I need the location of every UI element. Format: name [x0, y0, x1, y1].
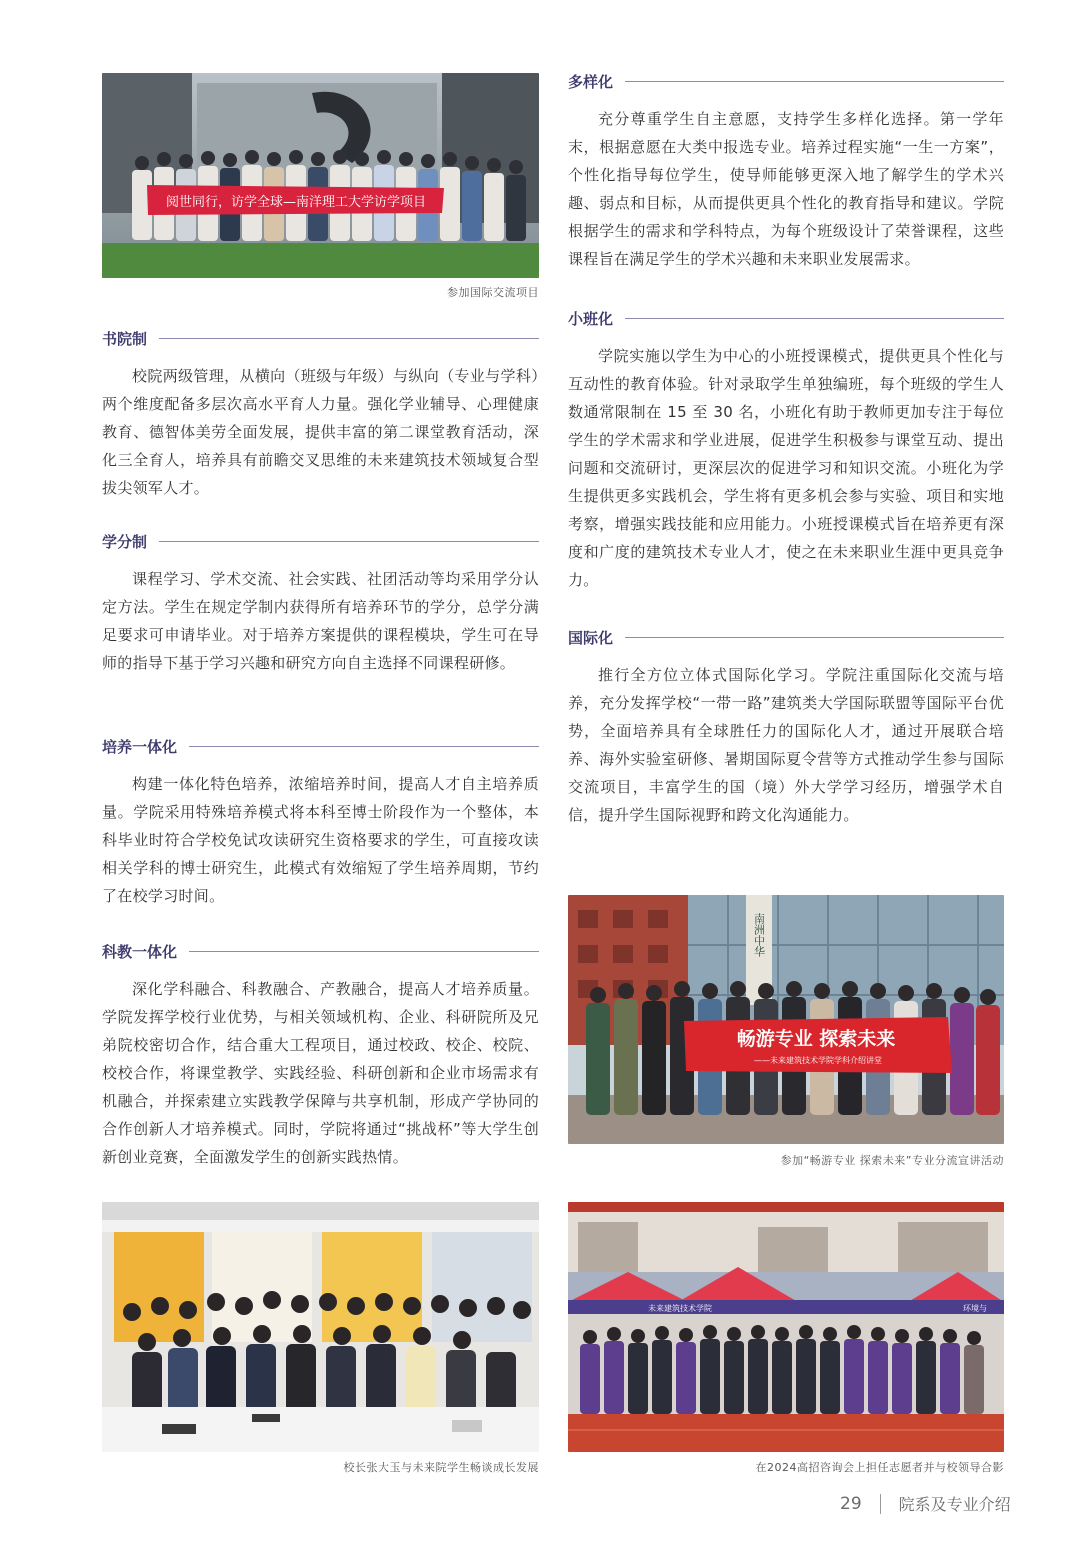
photo-international-exchange	[102, 73, 539, 278]
section-title: 多样化	[568, 72, 614, 91]
section-text-duoyang: 充分尊重学生自主意愿，支持学生多样化选择。第一学年末，根据意愿在大类中报选专业。培养过程实施“一生一方案”，个性化指导每位学生，使导师能够更深入地了解学生的学术兴趣、弱点和目标，从而提供更具个性化的教育指导和建议。学院根据学生的需求和学科特点，为每个班级设计了荣誉课程，这些课程旨在满足学生的学术兴趣和未来职业发展需求。	[568, 110, 1004, 268]
section-text-xiaoban: 学院实施以学生为中心的小班授课模式，提供更具个性化与互动性的教育体验。针对录取学生单独编班，每个班级的学生人数通常限制在 15 至 30 名，小班化有助于教师更加专注于每位学生的学术需求和学业进展，促进学生积极参与课堂互动、提出问题和交流研讨，更深层次的促进学习和知识交流。小班化为学生提供更多实践机会，学生将有更多机会参与实验、项目和实地考察，增强实践技能和应用能力。小班授课模式旨在培养更有深度和广度的建筑技术专业人才，使之在未来职业生涯中更具竞争力。	[568, 347, 1004, 589]
section-header-xiaoban	[568, 307, 1004, 329]
photo-caption: 校长张大玉与未来院学生畅谈成长发展	[343, 1461, 539, 1474]
section-text-shuyuan: 校院两级管理，从横向（班级与年级）与纵向（专业与学科）两个维度配备多层次高水平育人力量。强化学业辅导、心理健康教育、德智体美劳全面发展，提供丰富的第二课堂教育活动，深化三全育人，培养具有前瞻交叉思维的未来建筑技术领域复合型拔尖领军人才。	[102, 367, 539, 497]
photo-president-meeting	[102, 1202, 539, 1452]
page-number: 29	[840, 1493, 862, 1514]
section-divider	[159, 338, 539, 339]
section-header-duoyang	[568, 70, 1004, 92]
section-title: 培养一体化	[102, 737, 178, 756]
section-divider	[625, 637, 1004, 638]
photo-caption: 参加“畅游专业 探索未来”专业分流宣讲活动	[780, 1154, 1004, 1167]
section-title: 科教一体化	[102, 942, 178, 961]
section-header-guoji	[568, 626, 1004, 648]
section-divider	[625, 318, 1004, 319]
banner-text: 阅世同行，访学全球—南洋理工大学访学项目	[165, 195, 427, 210]
banner-sub-text: ——未来建筑技术学院学科介绍讲堂	[754, 1056, 882, 1065]
section-header-kejiao	[102, 940, 539, 962]
section-text-xuefen: 课程学习、学术交流、社会实践、社团活动等均采用学分认定方法。学生在规定学制内获得所有培养环节的学分，总学分满足要求可申请毕业。对于培养方案提供的课程模块，学生可在导师的指导下基于学习兴趣和研究方向自主选择不同课程研修。	[102, 570, 539, 672]
section-title: 书院制	[102, 329, 148, 348]
footer-divider	[880, 1494, 881, 1514]
section-divider	[189, 746, 539, 747]
footer-section-title: 院系及专业介绍	[898, 1495, 1011, 1514]
photo-caption: 参加国际交流项目	[447, 286, 539, 299]
photo-caption: 在2024高招咨询会上担任志愿者并与校领导合影	[755, 1461, 1004, 1474]
building-sign: 南洲中华	[752, 913, 766, 957]
section-header-peiyang	[102, 735, 539, 757]
section-header-shuyuan	[102, 327, 539, 349]
banner-main-text: 畅游专业 探索未来	[736, 1028, 896, 1050]
section-divider	[189, 951, 539, 952]
section-title: 学分制	[102, 532, 148, 551]
section-title: 小班化	[568, 309, 614, 328]
section-title: 国际化	[568, 628, 614, 647]
section-text-kejiao: 深化学科融合、科教融合、产教融合，提高人才培养质量。学院发挥学校行业优势，与相关领域机构、企业、科研院所及兄弟院校密切合作，结合重大工程项目，通过校政、校企、校院、校校合作，将课堂教学、实践经验、科研创新和企业市场需求有机融合，并探索建立实践教学保障与共享机制，形成产学协同的合作创新人才培养模式。同时，学院将通过“挑战杯”等大学生创新创业竞赛，全面激发学生的创新实践热情。	[102, 980, 539, 1166]
section-text-guoji: 推行全方位立体式国际化学习。学院注重国际化交流与培养，充分发挥学校“一带一路”建筑类大学国际联盟等国际平台优势，全面培养具有全球胜任力的国际化人才，通过开展联合培养、海外实验室研修、暑期国际夏令营等方式推动学生参与国际交流项目，丰富学生的国（境）外大学学习经历，增强学术自信，提升学生国际视野和跨文化沟通能力。	[568, 666, 1004, 824]
section-text-peiyang: 构建一体化特色培养，浓缩培养时间，提高人才自主培养质量。学院采用特殊培养模式将本科至博士阶段作为一个整体，本科毕业时符合学校免试攻读研究生资格要求的学生，可直接攻读相关学科的博士研究生，此模式有效缩短了学生培养周期，节约了在校学习时间。	[102, 775, 539, 905]
page-footer	[840, 1492, 1011, 1515]
section-header-xuefen	[102, 530, 539, 552]
tent-label-right: 环境与	[963, 1304, 987, 1313]
section-divider	[625, 81, 1004, 82]
photo-major-promotion-event	[568, 895, 1004, 1144]
photo-admissions-fair	[568, 1202, 1004, 1452]
tent-label: 未来建筑技术学院	[648, 1304, 712, 1313]
section-divider	[159, 541, 539, 542]
